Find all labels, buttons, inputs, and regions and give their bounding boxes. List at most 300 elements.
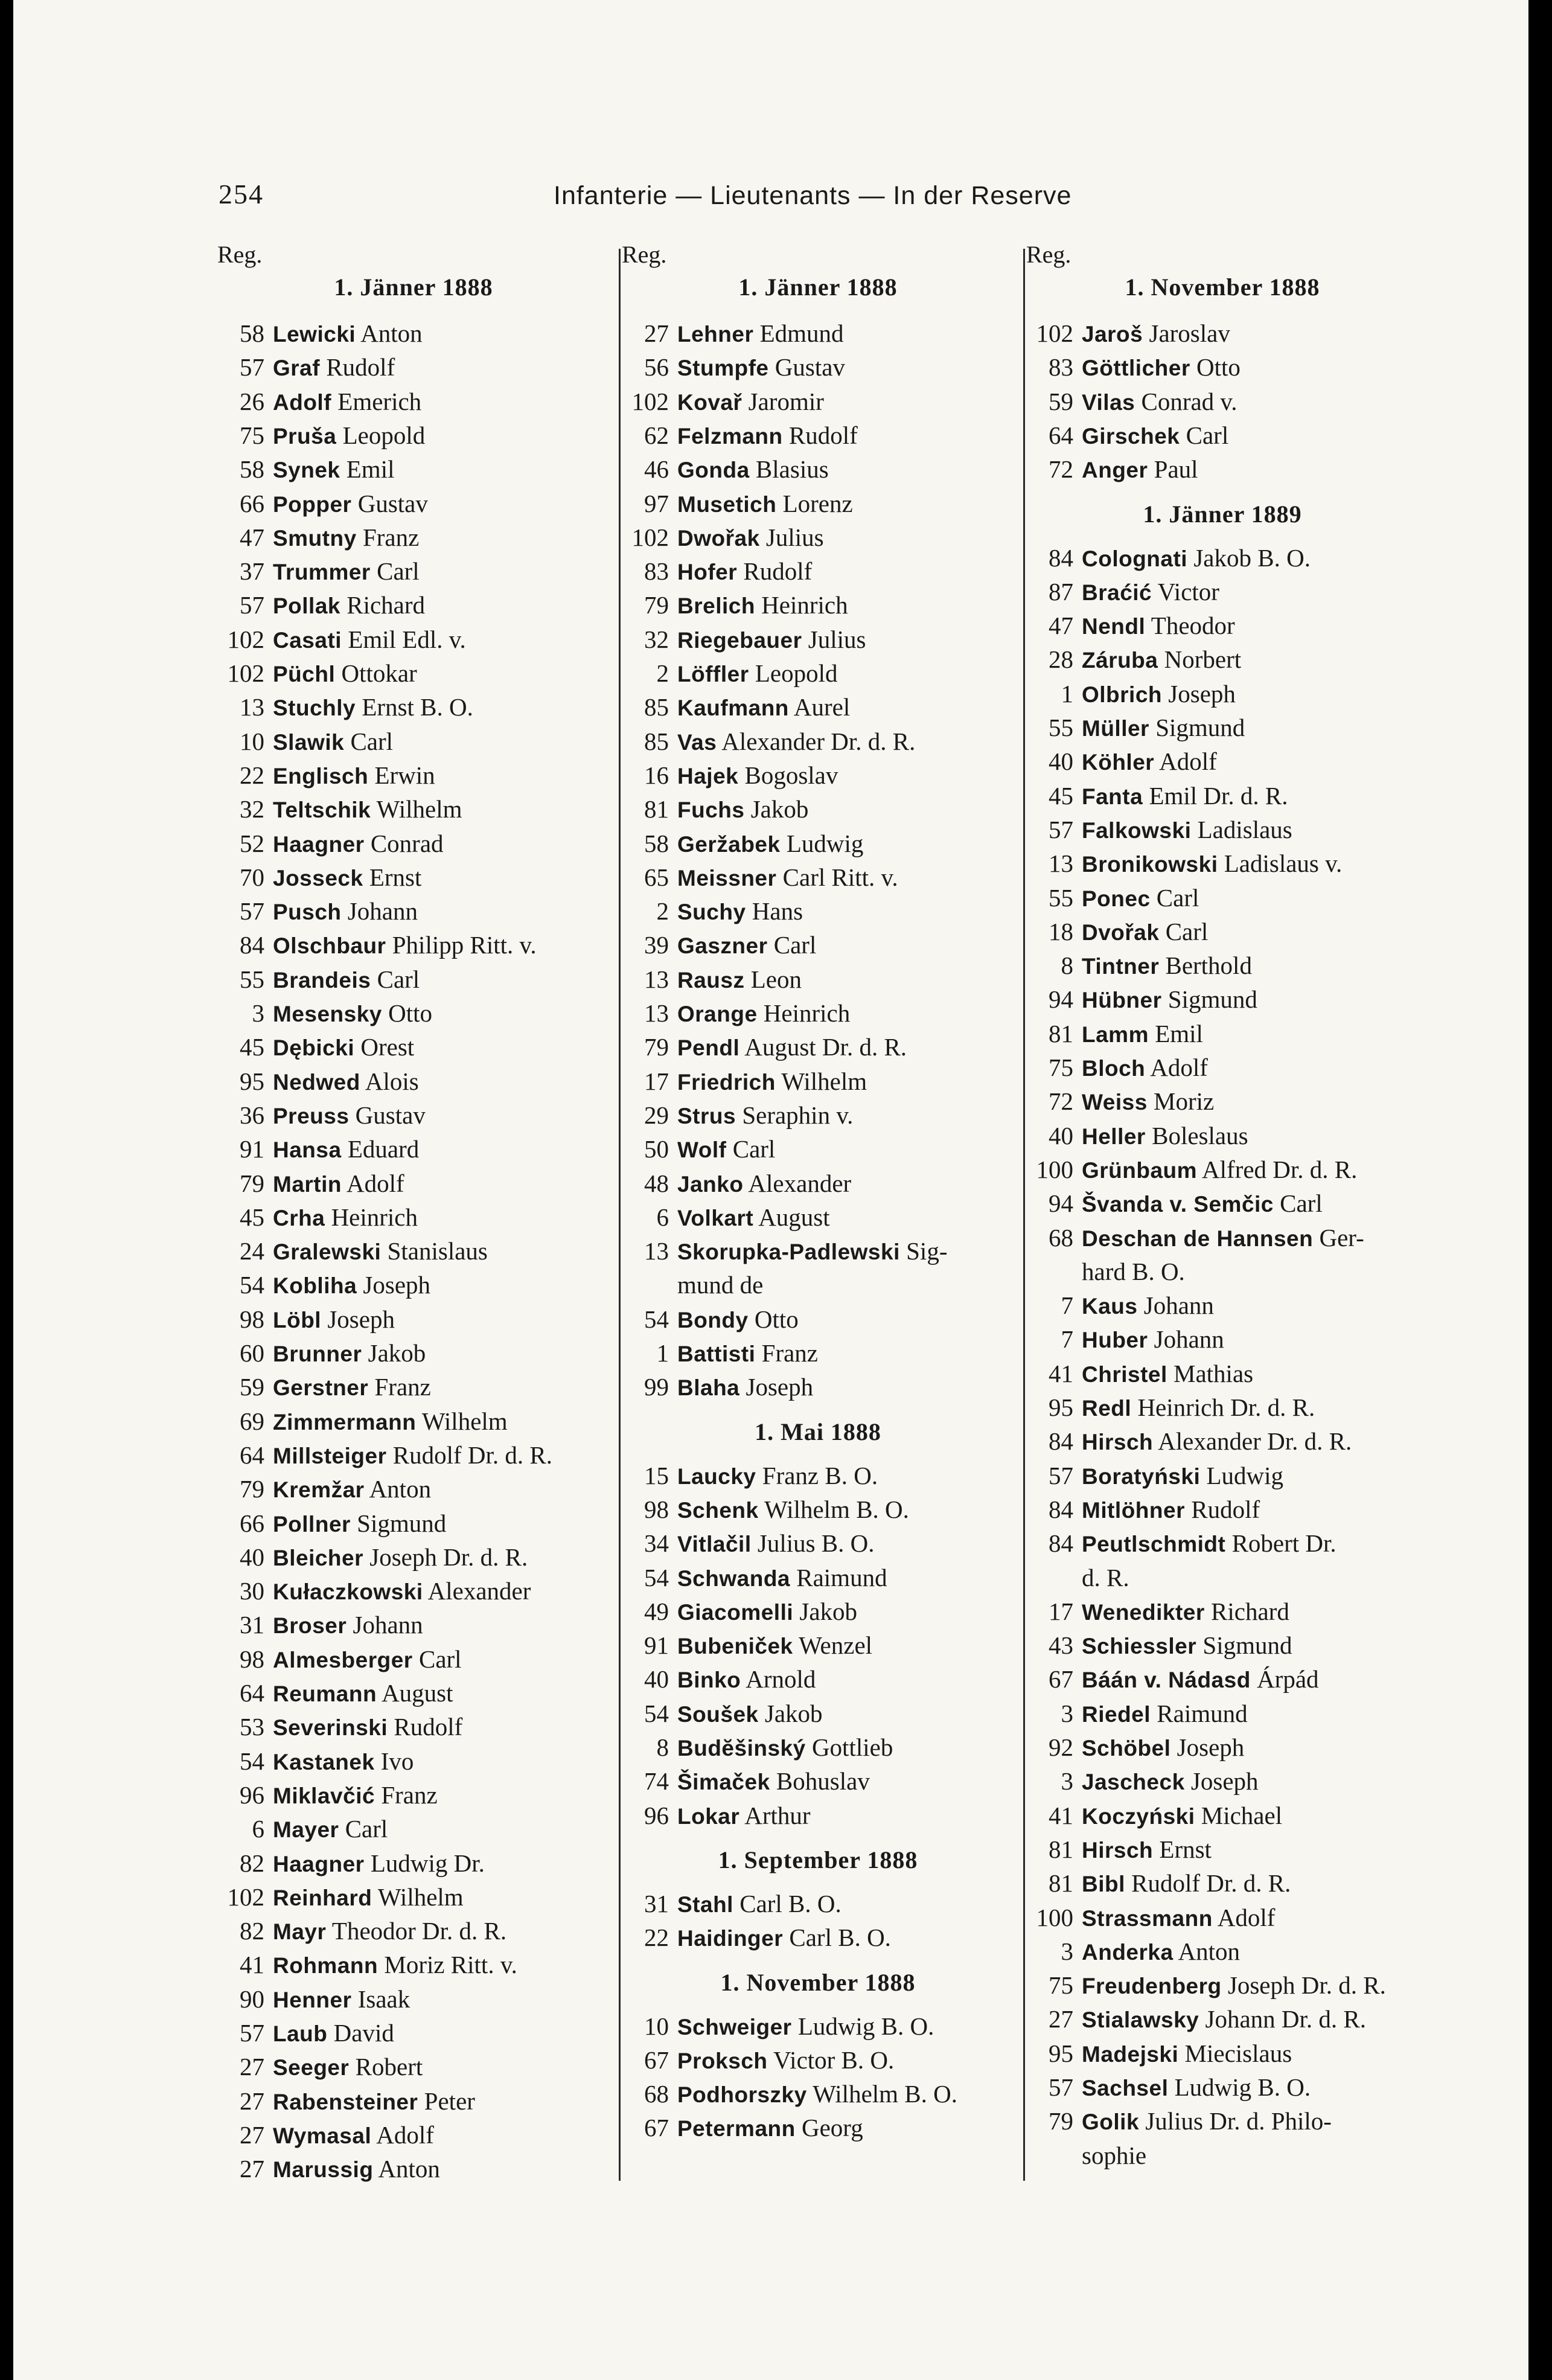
section-heading: 1. November 1888: [720, 1968, 916, 1996]
list-item: [217, 2118, 610, 2152]
given-name: Norbert: [1158, 645, 1242, 674]
section-heading: 1. Jänner 1888: [738, 274, 898, 301]
surname: Záruba: [1082, 648, 1158, 673]
surname: Musetich: [677, 491, 777, 517]
given-name: Julius: [802, 625, 866, 653]
list-item: [217, 690, 610, 724]
officer-name: [1082, 1662, 1319, 1697]
list-item: [1026, 1221, 1419, 1255]
officer-name: [273, 588, 425, 623]
officer-name: [273, 1982, 410, 2017]
officer-name: [273, 1778, 438, 1813]
given-name: Carl: [1159, 917, 1209, 945]
officer-name: [273, 996, 432, 1031]
regiment-number: 81: [1049, 1019, 1073, 1048]
surname: Schöbel: [1082, 1736, 1171, 1761]
surname: Fanta: [1082, 784, 1143, 809]
list-item: [1026, 744, 1419, 778]
regiment-number: 13: [1049, 849, 1073, 878]
surname: Bleicher: [273, 1545, 364, 1570]
regiment-number: 102: [631, 387, 669, 415]
surname: Almesberger: [273, 1647, 413, 1672]
list-item: [217, 656, 610, 690]
surname: Janko: [677, 1171, 744, 1197]
list-item: [622, 1526, 1014, 1560]
given-name: Moriz Ritt. v.: [378, 1951, 517, 1979]
given-name: Arnold: [741, 1665, 816, 1694]
surname: Jaroš: [1082, 322, 1143, 347]
officer-name: [677, 1697, 823, 1732]
regiment-number: 43: [1049, 1631, 1073, 1660]
surname: Geržabek: [677, 831, 781, 857]
surname: Brandeis: [273, 967, 371, 993]
given-name: Carl: [767, 931, 817, 959]
list-item: [1026, 1832, 1419, 1866]
given-name: Franz: [375, 1780, 438, 1809]
officer-name: [1082, 1628, 1292, 1663]
officer-name: [1082, 779, 1288, 814]
officer-name: [273, 1540, 528, 1575]
list-item: [1026, 1153, 1419, 1186]
regiment-number: 99: [644, 1373, 669, 1401]
regiment-number: 45: [1049, 781, 1073, 810]
regiment-number: 17: [644, 1067, 669, 1095]
officer-name: [677, 554, 812, 589]
officer-name: [273, 1064, 419, 1099]
list-item: [1026, 1730, 1419, 1764]
list-item: [622, 1921, 1014, 1954]
given-name: Julius B. O.: [751, 1529, 875, 1558]
officer-name: [1082, 1492, 1260, 1527]
given-name: Carl: [344, 727, 394, 755]
given-name: Stanislaus: [381, 1237, 488, 1265]
officer-name: [677, 1492, 909, 1527]
given-name: Jaromir: [742, 387, 824, 415]
list-item: [1026, 1322, 1419, 1356]
officer-name: [1082, 452, 1198, 487]
regiment-number: 81: [1049, 1869, 1073, 1898]
surname: Bloch: [1082, 1056, 1146, 1081]
surname: Riedel: [1082, 1701, 1151, 1727]
regiment-number: 2: [656, 659, 669, 687]
surname: Adolf: [273, 389, 332, 415]
officer-name: [1082, 575, 1219, 610]
surname: Olbrich: [1082, 682, 1163, 707]
surname: Bronikowski: [1082, 852, 1218, 877]
surname: Tintner: [1082, 954, 1160, 979]
section-heading: 1. September 1888: [718, 1846, 918, 1873]
surname: Seeger: [273, 2055, 350, 2081]
regiment-number: 1: [656, 1339, 669, 1367]
officer-name: [677, 1628, 872, 1663]
regiment-number: 60: [240, 1339, 264, 1367]
list-item: [217, 1982, 610, 2016]
surname: Battisti: [677, 1342, 756, 1366]
regiment-number: 67: [644, 2046, 669, 2074]
given-name: Miecislaus: [1178, 2039, 1292, 2067]
regiment-number: 53: [240, 1713, 264, 1741]
surname: Madejski: [1082, 2041, 1179, 2067]
regiment-number: 83: [1049, 353, 1073, 382]
officer-name: [273, 316, 423, 351]
list-item: [622, 1595, 1014, 1628]
list-item: [622, 792, 1014, 826]
regiment-number: 66: [240, 489, 264, 517]
given-name: Alexander Dr. d. R.: [1153, 1427, 1352, 1456]
list-item: [1026, 982, 1419, 1016]
regiment-number: 55: [1049, 883, 1073, 912]
given-name: Emerich: [331, 387, 422, 415]
given-name: Gustav: [768, 353, 845, 382]
surname: Giacomelli: [677, 1599, 794, 1625]
list-item: [622, 656, 1014, 690]
officer-name: [677, 1132, 775, 1167]
regiment-number: 102: [227, 659, 264, 687]
surname: Hofer: [677, 560, 738, 585]
given-name: Gottlieb: [805, 1733, 893, 1761]
surname: Friedrich: [677, 1069, 776, 1095]
surname: Schwanda: [677, 1566, 790, 1591]
surname: Deschan de Hannsen: [1082, 1226, 1314, 1251]
officer-name: [677, 725, 915, 760]
regiment-number: 67: [1049, 1665, 1073, 1694]
officer-name: [273, 1676, 453, 1711]
surname: Mayr: [273, 1919, 327, 1945]
list-item: [217, 725, 610, 758]
given-name: Carl: [1180, 421, 1229, 449]
regiment-number: 58: [644, 829, 669, 857]
regiment-number: 90: [240, 1985, 264, 2013]
regiment-number: 41: [240, 1951, 264, 1979]
given-name: Ludwig Dr.: [364, 1849, 485, 1877]
list-item: [622, 1030, 1014, 1064]
list-item: [217, 1506, 610, 1540]
given-name: Sigmund: [350, 1509, 447, 1537]
given-name: Joseph: [321, 1305, 395, 1333]
officer-name: [677, 996, 850, 1031]
list-item: [622, 1459, 1014, 1492]
given-name: Jakob: [362, 1339, 426, 1367]
regiment-number: 102: [631, 523, 669, 551]
officer-name: [1082, 2104, 1332, 2139]
regiment-number: 48: [644, 1169, 669, 1197]
regiment-number: 100: [1036, 1903, 1073, 1931]
list-item: [217, 316, 610, 350]
list-item: [622, 1764, 1014, 1798]
given-name: Arthur: [739, 1801, 811, 1829]
regiment-number: 62: [644, 421, 669, 449]
given-name: Johann Dr. d. R.: [1199, 2005, 1366, 2033]
surname: Dwořak: [677, 525, 760, 551]
officer-name: [677, 520, 824, 555]
surname: Vas: [677, 729, 717, 755]
list-item: [1026, 2104, 1419, 2138]
continuation-line: sophie: [1082, 2141, 1147, 2169]
regiment-number: 31: [644, 1889, 669, 1918]
list-item: [622, 554, 1014, 588]
regiment-number: 32: [240, 795, 264, 824]
list-item: [622, 1561, 1014, 1595]
surname: Falkowski: [1082, 817, 1192, 843]
surname: Anger: [1082, 458, 1148, 483]
regiment-number: 98: [240, 1645, 264, 1673]
given-name: Jakob B. O.: [1187, 543, 1311, 572]
page: [13, 0, 1528, 2380]
officer-name: [273, 860, 421, 895]
list-item: [217, 1744, 610, 1778]
surname: Šimaček: [677, 1770, 770, 1795]
given-name: Adolf: [1145, 1054, 1208, 1081]
officer-name: [677, 1064, 867, 1099]
regiment-number: 102: [227, 625, 264, 653]
list-item: [622, 385, 1014, 418]
given-name: Jakob: [758, 1699, 823, 1727]
list-item: [217, 1030, 610, 1064]
given-name: Wilhelm: [775, 1067, 867, 1095]
regiment-number: 50: [644, 1135, 669, 1163]
officer-name: [1082, 1764, 1259, 1799]
surname: Kastanek: [273, 1749, 375, 1774]
list-item: [622, 2043, 1014, 2077]
officer-name: [273, 418, 425, 453]
list-item: [217, 350, 610, 384]
surname: Golik: [1082, 2110, 1140, 2135]
given-name: Philipp Ritt. v.: [386, 931, 537, 959]
surname: Báán v. Nádasd: [1082, 1668, 1251, 1693]
given-name: Wilhelm B. O.: [758, 1495, 909, 1523]
officer-name: [1082, 1017, 1203, 1052]
given-name: Franz: [368, 1373, 431, 1401]
officer-name: [273, 1710, 462, 1745]
surname: Pollak: [273, 593, 340, 619]
list-item: [622, 1098, 1014, 1132]
given-name: Conrad: [364, 829, 444, 857]
regiment-number: 58: [240, 455, 264, 484]
list-item: [217, 520, 610, 554]
surname: Felzmann: [677, 423, 783, 449]
regiment-number: 57: [240, 353, 264, 382]
surname: Köhler: [1082, 750, 1155, 775]
given-name: Heinrich: [755, 591, 848, 619]
list-item: [217, 1438, 610, 1472]
list-item: [217, 1778, 610, 1812]
list-item: [217, 1574, 610, 1608]
officer-name: [1082, 813, 1292, 848]
surname: Braćić: [1082, 580, 1152, 605]
surname: Kobliha: [273, 1273, 357, 1299]
given-name: Leon: [744, 965, 802, 993]
reg-label: Reg.: [622, 241, 667, 268]
list-item: [1026, 1492, 1419, 1526]
officer-name: [677, 928, 816, 963]
list-item: [217, 385, 610, 418]
given-name: Ludwig: [780, 829, 864, 857]
regiment-number: 81: [1049, 1835, 1073, 1863]
officer-name: [273, 385, 421, 420]
officer-name: [273, 656, 417, 691]
given-name: Carl: [1150, 883, 1199, 912]
given-name: Ivo: [374, 1747, 414, 1775]
given-name: Joseph Dr. d. R.: [1221, 1971, 1386, 2000]
list-item: [622, 1064, 1014, 1098]
list-item: [217, 2084, 610, 2118]
officer-name: [273, 1438, 552, 1473]
officer-name: [273, 1880, 464, 1915]
given-name: Michael: [1195, 1801, 1283, 1829]
surname: Strus: [677, 1103, 736, 1128]
regiment-number: 28: [1049, 645, 1073, 674]
officer-name: [273, 690, 473, 725]
list-item: [217, 1540, 610, 1574]
officer-name: [677, 1370, 813, 1405]
list-item: [1026, 418, 1419, 452]
officer-name: [1082, 1119, 1248, 1154]
given-name: Erwin: [368, 761, 435, 789]
surname: Rausz: [677, 967, 745, 993]
regiment-number: 64: [240, 1679, 264, 1707]
surname: Lokar: [677, 1803, 740, 1829]
regiment-number: 13: [644, 965, 669, 993]
officer-name: [677, 1166, 851, 1201]
given-name: Heinrich: [325, 1203, 418, 1231]
regiment-number: 79: [240, 1475, 264, 1503]
regiment-number: 98: [644, 1495, 669, 1523]
surname: Gaszner: [677, 933, 768, 959]
officer-name: [1082, 1424, 1352, 1459]
given-name: Joseph: [1162, 679, 1236, 708]
given-name: Emil: [340, 455, 395, 484]
list-item: [622, 928, 1014, 962]
officer-name: [273, 1914, 506, 1949]
list-item: [217, 487, 610, 520]
regiment-number: 13: [644, 999, 669, 1027]
regiment-number: 8: [1061, 952, 1073, 980]
regiment-number: 84: [1049, 1529, 1073, 1558]
officer-name: [1082, 1186, 1323, 1221]
surname: Budĕšinský: [677, 1736, 806, 1761]
given-name: Adolf: [1154, 747, 1217, 776]
given-name: Joseph: [1184, 1767, 1259, 1796]
given-name: Julius Dr. d. Philo-: [1139, 2107, 1332, 2135]
list-item: [1026, 1866, 1419, 1900]
list-item: [1026, 541, 1419, 575]
regiment-number: 68: [644, 2080, 669, 2108]
list-item: [1026, 1764, 1419, 1798]
list-item: [217, 452, 610, 486]
officer-name: [677, 1887, 841, 1922]
surname: Teltschik: [273, 798, 371, 823]
list-item: [217, 894, 610, 928]
surname: Meissner: [677, 865, 777, 891]
given-name: Victor B. O.: [767, 2046, 895, 2074]
surname: Hansa: [273, 1137, 342, 1163]
list-item: [1026, 1424, 1419, 1458]
list-item: [217, 1914, 610, 1948]
given-name: Alexander: [743, 1169, 852, 1197]
regiment-number: 98: [240, 1305, 264, 1333]
column-rule: [1023, 249, 1025, 2181]
officer-name: [677, 418, 858, 453]
name-column: [1026, 240, 1419, 2233]
surname: Mitlöhner: [1082, 1497, 1185, 1523]
surname: Proksch: [677, 2048, 768, 2073]
list-item: [217, 1132, 610, 1166]
list-item: [1026, 677, 1419, 711]
officer-name: [1082, 1322, 1224, 1357]
name-column: [217, 240, 610, 2233]
regiment-number: 41: [1049, 1359, 1073, 1387]
list-item: [217, 1948, 610, 1982]
officer-name: [273, 2152, 440, 2187]
list-item: [1026, 915, 1419, 948]
officer-name: [273, 827, 444, 862]
regiment-number: 34: [644, 1529, 669, 1558]
given-name: Wenzel: [793, 1631, 873, 1660]
list-item: [622, 1628, 1014, 1662]
regiment-number: 94: [1049, 985, 1073, 1014]
given-name: Ludwig: [1200, 1461, 1284, 1489]
surname: Haagner: [273, 831, 365, 857]
officer-name: [1082, 915, 1208, 950]
officer-name: [677, 1764, 870, 1799]
officer-name: [677, 860, 898, 895]
surname: Müller: [1082, 716, 1149, 741]
surname: Pusch: [273, 900, 342, 925]
officer-name: [677, 792, 808, 827]
regiment-number: 58: [240, 319, 264, 347]
given-name: Otto: [1190, 353, 1241, 382]
given-name: Theodor: [1145, 612, 1235, 640]
list-item: [1026, 1595, 1419, 1628]
officer-name: [1082, 1730, 1244, 1765]
given-name: Richard: [340, 591, 426, 619]
regiment-number: 54: [644, 1563, 669, 1591]
officer-name: [1082, 1526, 1336, 1561]
regiment-number: 95: [1049, 2039, 1073, 2067]
officer-name: [677, 1302, 799, 1337]
given-name: Ernst: [363, 863, 422, 891]
continuation-line: hard B. O.: [1082, 1257, 1185, 1285]
surname: Graf: [273, 356, 321, 381]
list-item: [217, 2152, 610, 2186]
section-heading: 1. November 1888: [1125, 274, 1320, 301]
regiment-number: 79: [240, 1169, 264, 1197]
list-item: [622, 860, 1014, 894]
officer-name: [1082, 1832, 1212, 1867]
given-name: Sigmund: [1149, 714, 1245, 741]
surname: Fuchs: [677, 798, 745, 823]
regiment-number: 30: [240, 1577, 264, 1605]
list-item: [622, 2009, 1014, 2043]
list-item: [217, 588, 610, 622]
given-name: Victor: [1152, 577, 1219, 606]
officer-name: [677, 1730, 893, 1765]
list-item: [622, 894, 1014, 928]
surname: Lehner: [677, 322, 754, 347]
regiment-number: 40: [1049, 747, 1073, 776]
surname: Millsteiger: [273, 1443, 387, 1468]
surname: Mayer: [273, 1817, 339, 1843]
surname: Wolf: [677, 1137, 727, 1163]
regiment-number: 96: [240, 1780, 264, 1809]
officer-name: [677, 2111, 863, 2146]
list-item: [622, 1730, 1014, 1764]
officer-name: [273, 1948, 517, 1983]
regiment-number: 45: [240, 1203, 264, 1231]
list-item: [1026, 1459, 1419, 1492]
regiment-number: 32: [644, 625, 669, 653]
given-name: Ludwig B. O.: [1168, 2073, 1311, 2101]
